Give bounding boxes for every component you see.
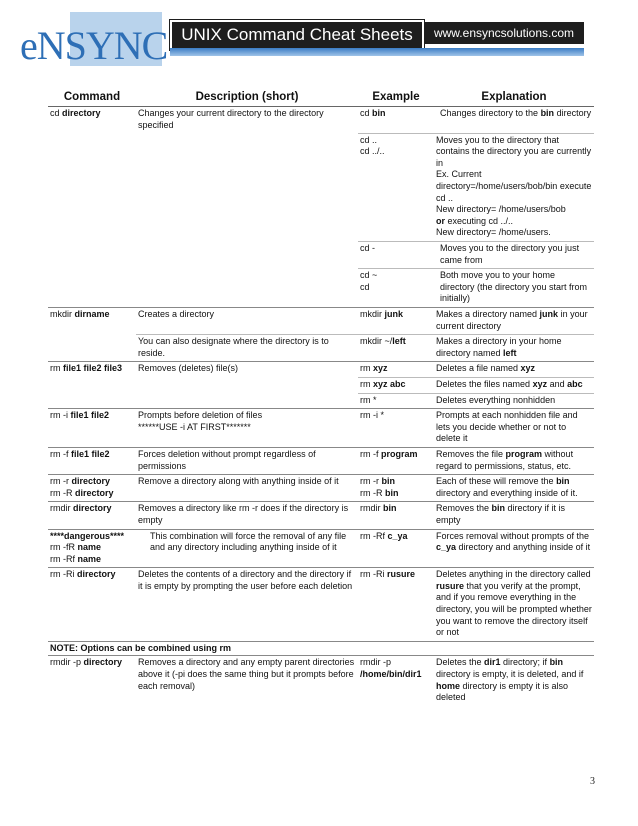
note-text: NOTE: Options can be combined using rm (48, 641, 594, 656)
table-row (48, 409, 594, 448)
cell-command (48, 133, 136, 241)
cell-explanation: Prompts at each nonhidden file and lets you decide whether or not to delete it (434, 409, 594, 448)
cell-example: rm -f program (358, 447, 434, 474)
table-header-row (48, 90, 594, 107)
table-row (48, 269, 594, 308)
cell-command: cd directory (50, 108, 101, 118)
table-row (48, 133, 594, 241)
cell-description: Removes a directory and any empty parent directories above it (-pi does the same thing but it prompts before each removal) (138, 657, 355, 691)
cell-description: Remove a directory along with anything inside of it (136, 475, 358, 502)
cell-explanation: Makes a directory named junk in your current directory (434, 308, 594, 335)
cell-description (136, 377, 358, 393)
cell-command (48, 377, 136, 393)
cell-example: rm xyz (358, 362, 434, 378)
note-row (48, 641, 594, 656)
cell-command (48, 242, 136, 269)
cell-command: rmdir directory (48, 502, 136, 529)
cell-example: rm * (358, 393, 434, 409)
cell-explanation: Deletes the dir1 directory; if bin directory is empty, it is deleted, and if home directory is empty it is also deleted (436, 657, 584, 703)
cell-explanation: Deletes everything nonhidden (434, 393, 594, 409)
logo-wordmark: eNSYNC (20, 23, 168, 68)
table-row (48, 529, 594, 568)
cell-explanation: Makes a directory in your home directory named left (434, 335, 594, 362)
cell-example: cd .. cd ../.. (358, 133, 434, 241)
command-table (48, 90, 594, 706)
cell-explanation: Both move you to your home directory (the directory you start from initially) (434, 269, 594, 308)
table-row (48, 377, 594, 393)
page-title: UNIX Command Cheat Sheets (170, 20, 424, 50)
cell-command: rm -Ri directory (48, 568, 136, 642)
cell-explanation: Changes directory to the bin directory (440, 108, 592, 118)
table-row (48, 362, 594, 378)
page-number: 3 (590, 776, 595, 787)
cell-description: Changes your current directory to the directory specified (138, 108, 324, 130)
cell-command (48, 269, 136, 308)
cell-description: You can also designate where the directory is to reside. (136, 335, 358, 362)
cell-explanation: Deletes anything in the directory called rusure that you verify at the prompt, and if you remove everything in the directory, you will be prompted whether you want to remove the directory itself or not (434, 568, 594, 642)
cell-example: cd - (358, 242, 434, 269)
table-row (48, 107, 594, 134)
header-divider (170, 48, 584, 56)
cell-example: mkdir ~/left (358, 335, 434, 362)
table-body (48, 107, 594, 706)
cell-description: Deletes the contents of a directory and the directory if it is empty by prompting the user before each deletion (136, 568, 358, 642)
table-row (48, 447, 594, 474)
cell-example: rmdir -p /home/bin/dir1 (360, 657, 422, 680)
cell-explanation: Moves you to the directory that contains the directory you are currently in Ex. Current directory=/home/users/bob/bin execute cd .. New directory= /home/users/bob or executing cd ../.. New directory= /home/users. (434, 133, 594, 241)
cell-command: rm -f file1 file2 (48, 447, 136, 474)
cell-example: rm -r bin rm -R bin (358, 475, 434, 502)
cell-explanation: Removes the file program without regard to permissions, status, etc. (434, 447, 594, 474)
cell-command: mkdir dirname (48, 308, 136, 335)
cell-description (136, 393, 358, 409)
column-header-explanation: Explanation (434, 90, 594, 107)
cell-description: Removes (deletes) file(s) (136, 362, 358, 378)
cell-example: rmdir bin (358, 502, 434, 529)
table-row (48, 475, 594, 502)
cell-description: Prompts before deletion of files ******USE -i AT FIRST******* (136, 409, 358, 448)
cell-command: ****dangerous**** rm -fR name rm -Rf name (48, 529, 136, 568)
table-row (48, 393, 594, 409)
table-row (48, 502, 594, 529)
cell-description (136, 269, 358, 308)
column-header-command: Command (48, 90, 136, 107)
column-header-example: Example (358, 90, 434, 107)
cell-command: rm -i file1 file2 (48, 409, 136, 448)
cell-explanation: Removes the bin directory if it is empty (434, 502, 594, 529)
cell-explanation: Deletes a file named xyz (434, 362, 594, 378)
cell-command: rmdir -p directory (50, 657, 123, 668)
cell-command (48, 335, 136, 362)
cell-example: rm -Ri rusure (358, 568, 434, 642)
table-row (48, 242, 594, 269)
cell-description: This combination will force the removal of any file and any directory including anything inside of it (136, 529, 358, 568)
cell-description (136, 242, 358, 269)
cell-command: rm -r directory rm -R directory (48, 475, 136, 502)
table-row (48, 656, 594, 706)
table-row (48, 308, 594, 335)
cell-example: cd ~ cd (358, 269, 434, 308)
cell-explanation: Moves you to the directory you just came from (434, 242, 594, 269)
cell-explanation: Each of these will remove the bin directory and everything inside of it. (434, 475, 594, 502)
cell-command: rm file1 file2 file3 (48, 362, 136, 378)
ensync-logo (20, 12, 168, 68)
cell-example: rm xyz abc (358, 377, 434, 393)
cell-example: mkdir junk (358, 308, 434, 335)
cell-description: Forces deletion without prompt regardless of permissions (136, 447, 358, 474)
cell-example: rm -i * (358, 409, 434, 448)
cell-example: cd bin (360, 108, 386, 118)
website-url: www.ensyncsolutions.com (424, 22, 584, 44)
cell-explanation: Deletes the files named xyz and abc (434, 377, 594, 393)
cell-description (136, 133, 358, 241)
table-row (48, 568, 594, 642)
cell-example: rm -Rf c_ya (358, 529, 434, 568)
cell-description: Creates a directory (136, 308, 358, 335)
cell-explanation: Forces removal without prompts of the c_ya directory and anything inside of it (434, 529, 594, 568)
table-row (48, 335, 594, 362)
column-header-description: Description (short) (136, 90, 358, 107)
cell-description: Removes a directory like rm -r does if the directory is empty (136, 502, 358, 529)
cell-command (48, 393, 136, 409)
